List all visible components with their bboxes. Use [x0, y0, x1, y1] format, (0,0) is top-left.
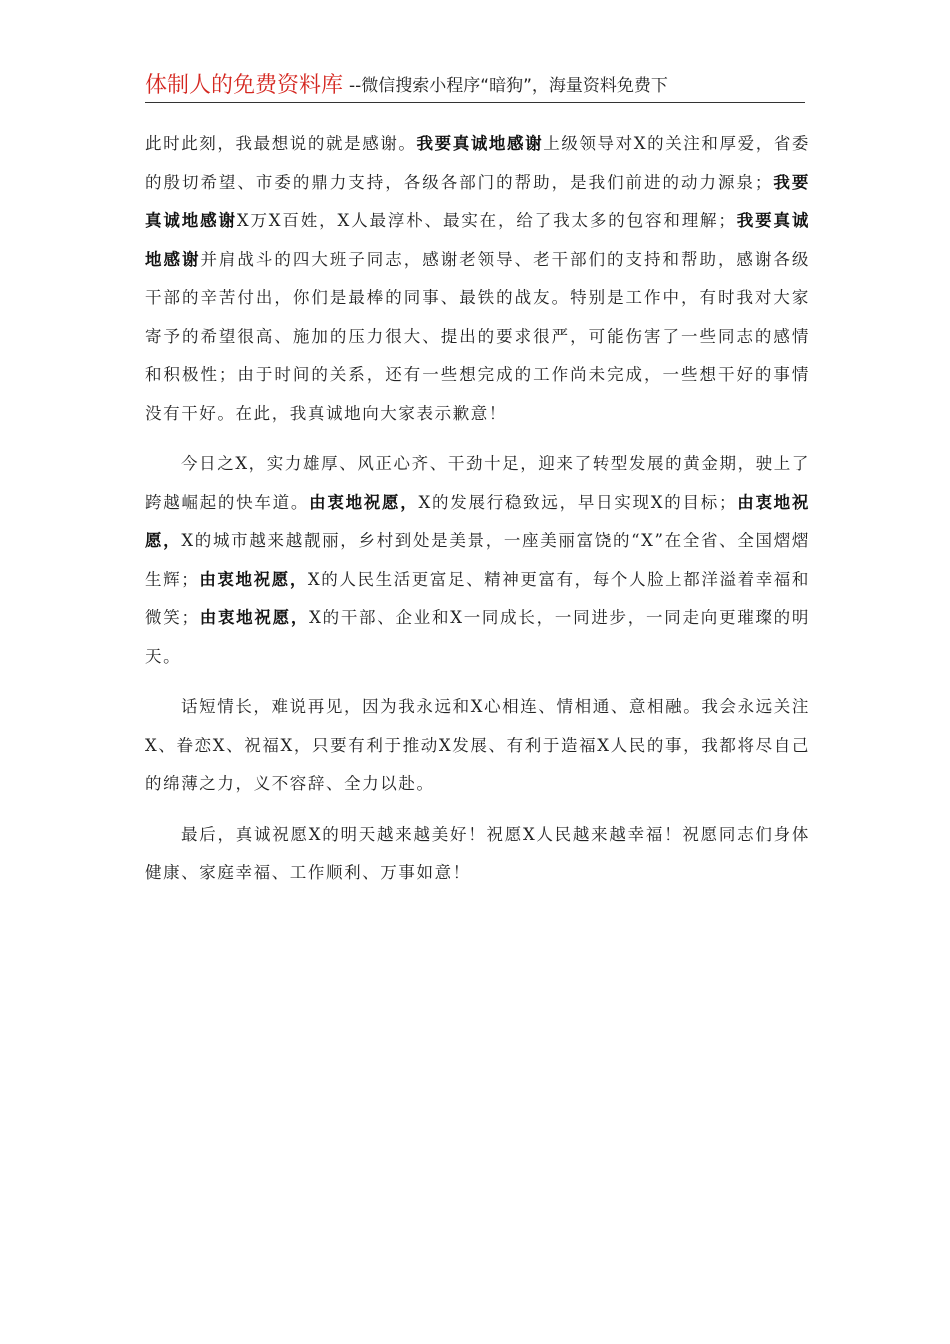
text-segment: 并肩战斗的四大班子同志，感谢老领导、老干部们的支持和帮助，感谢各级干部的辛苦付出，你们是最棒的同事、最铁的战友。特别是工作中，有时我对大家寄予的希望很高、施加的压力很大、提出的要求很严，可能伤害了一些同志的感情和积极性；由于时间的关系，还有一些想完成的工作尚未完成，一些想干好的事情没有干好。在此，我真诚地向大家表示歉意！	[145, 249, 810, 423]
bold-phrase: 由衷地祝愿，	[145, 492, 811, 550]
paragraph-4	[145, 816, 810, 893]
bold-phrase: 由衷地祝愿，	[199, 608, 310, 627]
page-header	[145, 72, 805, 103]
text-segment: 此时此刻，我最想说的就是感谢。	[145, 134, 417, 153]
text-segment: 今日之X，实力雄厚、风正心齐、干劲十足，迎来了转型发展的黄金期，驶上了跨越崛起的快车道。	[145, 454, 810, 512]
text-segment: 最后，真诚祝愿X的明天越来越美好！祝愿X人民越来越幸福！祝愿同志们身体健康、家庭幸福、工作顺利、万事如意！	[145, 824, 810, 882]
bold-phrase: 我要真诚地感谢	[145, 211, 810, 269]
paragraph-2	[145, 445, 810, 676]
paragraph-1	[145, 125, 810, 433]
header-slogan: --微信搜索小程序“暗狗”，海量资料免费下	[349, 76, 668, 96]
paragraph-3	[145, 688, 810, 804]
document-body	[145, 125, 810, 905]
header-brand: 体制人的免费资料库	[145, 73, 344, 98]
text-segment: X的人民生活更富足、精神更富有，每个人脸上都洋溢着幸福和微笑；	[145, 569, 810, 627]
text-segment: X万X百姓，X人最淳朴、最实在，给了我太多的包容和理解；	[236, 211, 737, 230]
bold-phrase: 由衷地祝愿，	[309, 492, 419, 512]
bold-phrase: 由衷地祝愿，	[199, 569, 308, 589]
text-segment: X的干部、企业和X一同成长，一同进步，一同走向更璀璨的明天。	[145, 608, 810, 666]
text-segment: 话短情长，难说再见，因为我永远和X心相连、情相通、意相融。我会永远关注X、眷恋X、祝福X，只要有利于推动X发展、有利于造福X人民的事，我都将尽自己的绵薄之力，义不容辞、全力以赴。	[145, 697, 810, 793]
text-segment: 上级领导对X的关注和厚爱，省委的殷切希望、市委的鼎力支持，各级各部门的帮助，是我们前进的动力源泉；	[145, 134, 811, 192]
text-segment: X的城市越来越靓丽，乡村到处是美景，一座美丽富饶的“X”在全省、全国熠熠生辉；	[145, 531, 811, 589]
text-segment: X的发展行稳致远，早日实现X的目标；	[418, 492, 738, 512]
bold-phrase: 我要真诚地感谢	[416, 134, 544, 153]
bold-phrase: 我要真诚地感谢	[145, 172, 810, 230]
